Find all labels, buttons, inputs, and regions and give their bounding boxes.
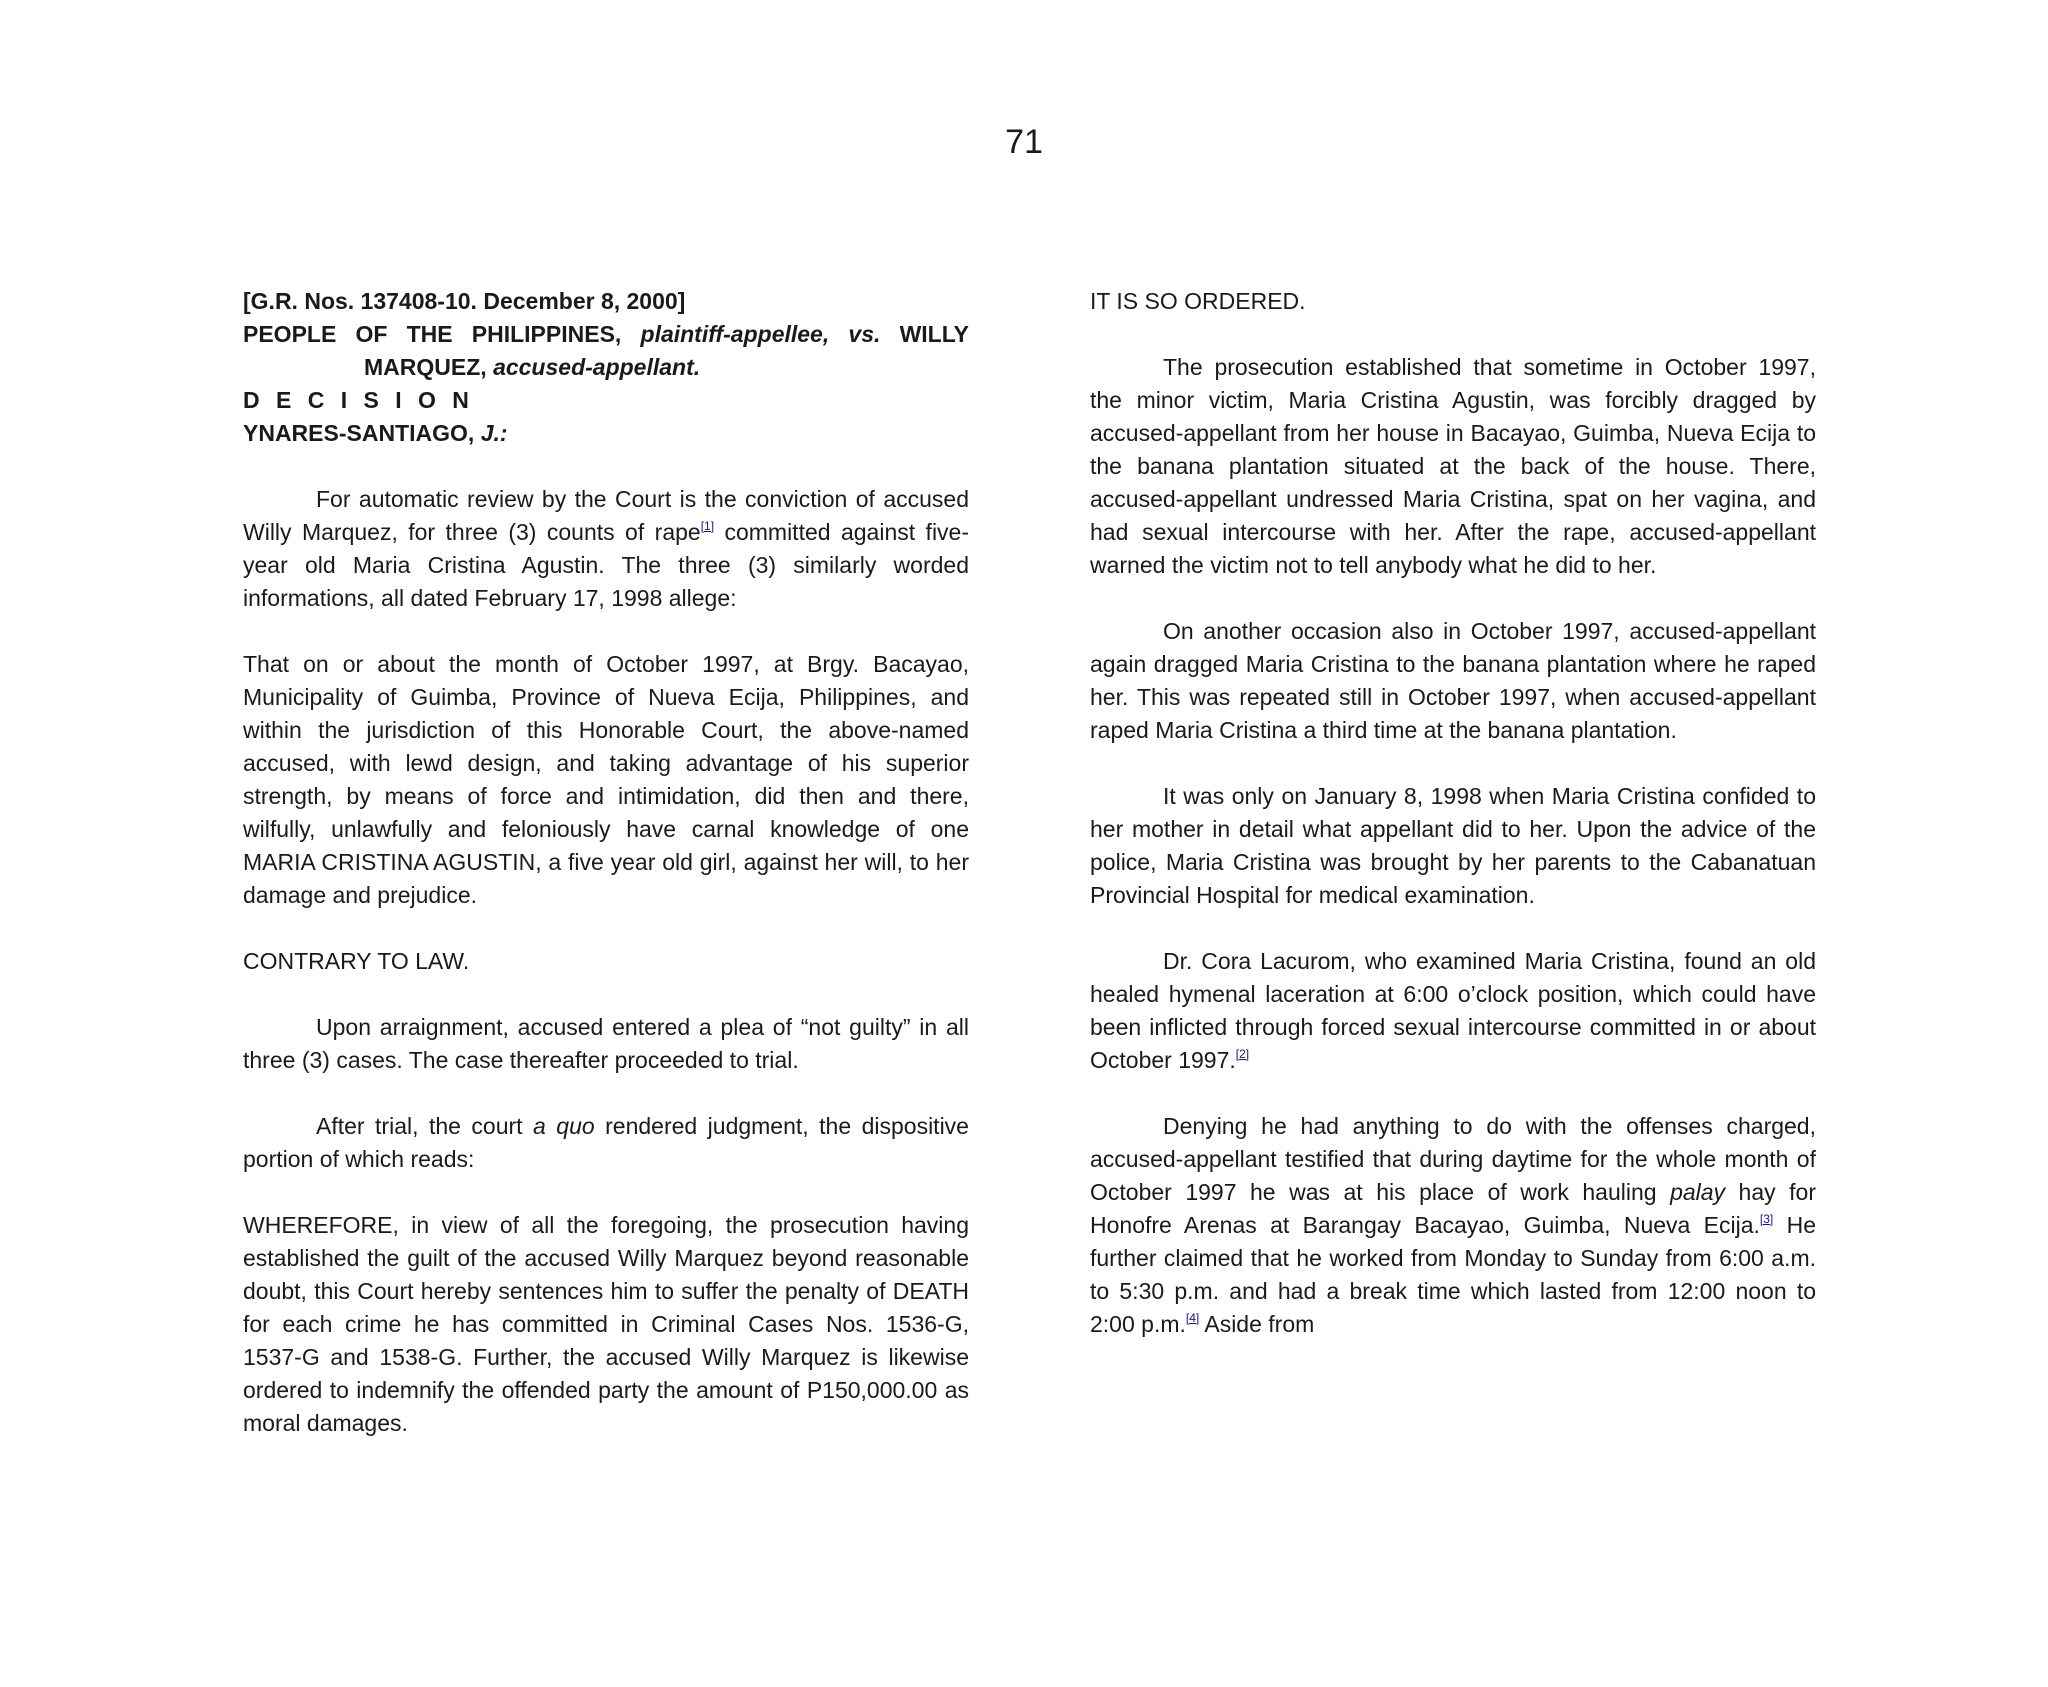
judgment-paragraph	[243, 1110, 969, 1176]
so-ordered: IT IS SO ORDERED.	[1090, 288, 1306, 314]
second-occasion-paragraph: On another occasion also in October 1997, accused-appellant again dragged Maria Cristina to the banana plantation where he raped her. This was repeated still in October 1997, when accused-appellant raped Maria Cristina a third time at the banana plantation.	[1090, 618, 1816, 743]
judgment-text-cont: rendered judgment, the dispositive portion of which reads:	[243, 1113, 969, 1172]
prosecution-paragraph: The prosecution established that sometime in October 1997, the minor victim, Maria Cristina Agustin, was forcibly dragged by accused-appellant from her house in Bacayao, Guimba, Nueva Ecija to the banana plantation situated at the back of the house. There, accused-appellant undressed Maria Cristina, spat on her vagina, and had sexual intercourse with her. After the rape, accused-appellant warned the victim not to tell anybody what he did to her.	[1090, 354, 1816, 578]
footnote-link-2[interactable]: [2]	[1235, 1047, 1250, 1061]
intro-text-cont: committed against five-year old Maria Cristina Agustin. The three (3) similarly worded informations, all dated February 17, 1998 allege:	[243, 519, 970, 611]
page-number: 71	[1005, 123, 1043, 161]
left-column	[243, 285, 969, 1440]
ponente-title: J.:	[480, 420, 508, 446]
accused-role: accused-appellant.	[493, 354, 701, 380]
right-column	[1090, 285, 1816, 1341]
case-parties-cont	[243, 351, 969, 384]
accused-name-first: WILLY	[899, 321, 970, 347]
a-quo-term: a quo	[533, 1113, 595, 1139]
medical-text: Dr. Cora Lacurom, who examined Maria Cristina, found an old healed hymenal laceration at 6:00 o’clock position, which could have been inflicted through forced sexual intercourse committed in or about October 1997.	[1090, 948, 1816, 1073]
defense-text: Denying he had anything to do with the offenses charged, accused-appellant testified that during daytime for the whole month of October 1997 he was at his place of work hauling	[1090, 1113, 1816, 1205]
dispositive-quote: WHEREFORE, in view of all the foregoing, the prosecution having established the guilt of the accused Willy Marquez beyond reasonable doubt, this Court hereby sentences him to suffer the penalty of DEATH for each crime he has committed in Criminal Cases Nos. 1536-G, 1537-G and 1538-G. Further, the accused Willy Marquez is likewise ordered to indemnify the offended party the amount of P150,000.00 as moral damages.	[243, 1212, 969, 1436]
case-number: [G.R. Nos. 137408-10. December 8, 2000]	[243, 288, 686, 314]
decision-heading: D E C I S I O N	[243, 387, 474, 413]
plaintiff-role: plaintiff-appellee, vs.	[640, 321, 881, 347]
plaintiff-name: PEOPLE OF THE PHILIPPINES,	[243, 321, 622, 347]
intro-paragraph	[243, 483, 969, 615]
medical-paragraph	[1090, 945, 1816, 1077]
ponente	[243, 417, 969, 450]
footnote-link-3[interactable]: [3]	[1759, 1212, 1774, 1226]
ponente-name: YNARES-SANTIAGO,	[243, 420, 475, 446]
case-parties	[243, 318, 969, 351]
intro-text: For automatic review by the Court is the conviction of accused Willy Marquez, for three (3) counts of rape	[243, 486, 969, 545]
accused-name-last: MARQUEZ,	[364, 354, 487, 380]
footnote-link-1[interactable]: [1]	[700, 519, 715, 533]
defense-text-cont2: He further claimed that he worked from Monday to Sunday from 6:00 a.m. to 5:30 p.m. and had a break time which lasted from 12:00 noon to 2:00 p.m.	[1090, 1212, 1816, 1337]
defense-text-cont: hay for Honofre Arenas at Barangay Bacayao, Guimba, Nueva Ecija.	[1090, 1179, 1816, 1238]
defense-text-cont3: Aside from	[1199, 1311, 1315, 1337]
information-quote: That on or about the month of October 1997, at Brgy. Bacayao, Municipality of Guimba, Province of Nueva Ecija, Philippines, and within the jurisdiction of this Honorable Court, the above-named accused, with lewd design, and taking advantage of his superior strength, by means of force and intimidation, did then and there, wilfully, unlawfully and feloniously have carnal knowledge of one MARIA CRISTINA AGUSTIN, a five year old girl, against her will, to her damage and prejudice.	[243, 651, 969, 908]
confided-paragraph: It was only on January 8, 1998 when Maria Cristina confided to her mother in detail what appellant did to her. Upon the advice of the police, Maria Cristina was brought by her parents to the Cabanatuan Provincial Hospital for medical examination.	[1090, 783, 1816, 908]
arraignment-paragraph: Upon arraignment, accused entered a plea of “not guilty” in all three (3) cases. The case thereafter proceeded to trial.	[243, 1014, 969, 1073]
contrary-to-law: CONTRARY TO LAW.	[243, 948, 470, 974]
defense-paragraph	[1090, 1110, 1816, 1341]
footnote-link-4[interactable]: [4]	[1185, 1311, 1200, 1325]
judgment-text: After trial, the court	[316, 1113, 534, 1139]
palay-term: palay	[1670, 1179, 1726, 1205]
